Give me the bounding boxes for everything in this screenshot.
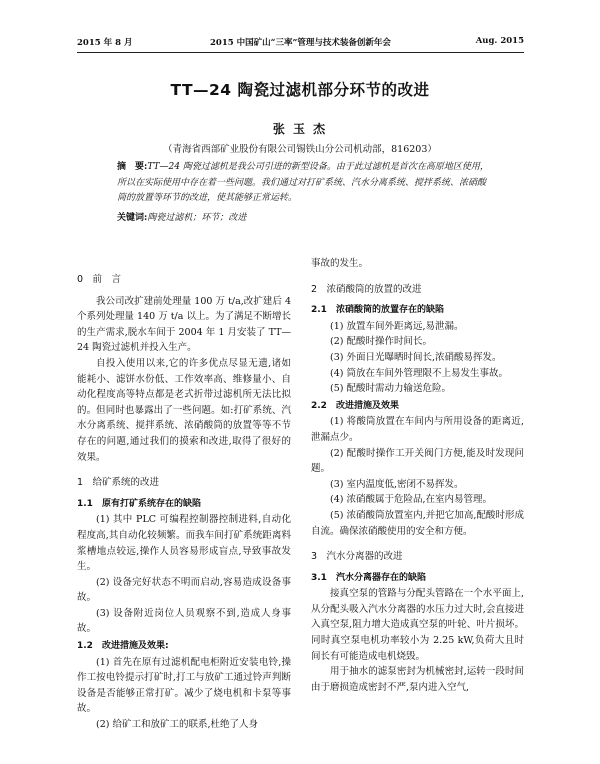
list-item: (2) 配酸时操作时间长。 (330, 336, 432, 348)
subsection-heading: 1.1 原有打矿系统存在的缺陷 (77, 498, 201, 509)
keywords-text: 陶瓷过滤机；环节；改进 (147, 213, 247, 223)
subsection-heading: 3.1 汽水分离器存在的缺陷 (311, 572, 426, 583)
list-item: (3) 室内温度低,密闭不易挥发。 (330, 478, 464, 490)
paragraph: 自投入使用以来,它的许多优点尽显无遗,诸如能耗小、滤饼水份低、工作效率高、维修量小、自动化程度高等特点都是老式折带过滤机所无法比拟的。但同时也暴露出了一些问题。如:打矿系统、汽水分离系统、搅拌系统、浓硝酸筒的放置等等不节存在的问题,通过我们的摸索和改进,取得了很好的效果。 (77, 357, 291, 463)
keywords (117, 210, 493, 223)
list-item: (5) 配酸时需动力输送危险。 (330, 383, 451, 395)
header-date: 2015 年 8 月 (77, 38, 133, 48)
list-item: (2) 给矿工和放矿工的联系,杜绝了人身 (96, 719, 258, 731)
subsection-heading: 2.2 改进措施及效果 (311, 400, 399, 411)
left-column (77, 262, 291, 733)
affiliation: （青海省西部矿业股份有限公司锡铁山分公司机动部，816203） (163, 144, 437, 155)
header-conference: 2015 中国矿山“三率”管理与技术装备创新年会 (210, 38, 391, 48)
list-item: (1) 其中 PLC 可编程控制器控制进料,自动化程度高,其自动化较频繁。而我车间打矿系统距离料浆槽地点较远,操作人员容易形成盲点,导致事故发生。 (77, 514, 291, 573)
section-heading: 2 浓硝酸筒的放置的改进 (311, 283, 422, 295)
section-heading: 0 前 言 (77, 274, 122, 285)
abstract-label: 摘 要: (117, 162, 148, 172)
header-date-en: Aug. 2015 (475, 36, 524, 46)
section-heading: 3 汽水分离器的改进 (311, 551, 403, 563)
paper-title: TT—24 陶瓷过滤机部分环节的改进 (170, 81, 430, 99)
paragraph: 用于抽水的滤泵密封为机械密封,运转一段时间由于磨损造成密封不严,泵内进入空气, (311, 666, 524, 693)
subsection-heading: 2.1 浓硝酸筒的放置存在的缺陷 (311, 305, 444, 316)
list-item: (2) 配酸时操作工开关阀门方便,能及时发现问题。 (311, 447, 524, 475)
list-item: (4) 浓硝酸属于危险品,在室内易管理。 (330, 494, 492, 506)
subsection-heading: 1.2 改进措施及效果: (77, 641, 169, 652)
list-item: (1) 放置车间外距离远,易泄漏。 (330, 320, 464, 332)
list-item: (1) 首先在原有过滤机配电柜附近安装电铃,操作工按电铃提示打矿时,打工与放矿工通过铃声判断设备是否能够正常打矿。减少了烧电机和卡泵等事故。 (77, 656, 291, 715)
abstract-text: TT—24 陶瓷过滤机是我公司引进的新型设备。由于此过滤机是首次在高原地区使用，所以在实际使用中存在着一些问题。我们通过对打矿系统、汽水分离系统、搅拌系统、浓硝酸筒的放置等环节的改进，使其能够正常运转。 (117, 162, 489, 203)
paragraph: 接真空泵的管路与分配头管路在一个水平面上,从分配头吸入汽水分离器的水压力过大时,会直接进入真空泵,阻力增大造成真空泵的叶轮、叶片损坏。同时真空泵电机功率较小为 2.25 kW,负荷大且时间长有可能造成电机烧毁。 (311, 588, 524, 662)
keywords-label: 关键词: (117, 213, 148, 223)
section-heading: 1 给矿系统的改进 (77, 477, 160, 489)
list-item: (5) 浓硝酸筒放置室内,并把它加高,配酸时形成自流。确保浓硝酸使用的安全和方便。 (311, 509, 524, 537)
paragraph: 我公司改扩建前处理量 100 万 t/a,改扩建后 4 个系列处理量 140 万 t/a 以上。为了满足不断增长的生产需求,脱水车间于 2004 年 1 月安装了 TT—24 陶瓷过滤机并投入生产。 (77, 295, 291, 354)
paragraph: 事故的发生。 (311, 258, 369, 269)
right-column (311, 256, 524, 695)
list-item: (4) 筒放在车间外管理限不上易发生事故。 (330, 367, 508, 379)
abstract (117, 160, 493, 207)
list-item: (3) 外面日光曝晒时间长,浓硝酸易挥发。 (330, 351, 502, 363)
author: 张 玉 杰 (272, 122, 328, 136)
list-item: (2) 设备完好状态不明而启动,容易造成设备事故。 (77, 576, 291, 604)
header-rule (77, 52, 524, 53)
list-item: (1) 将酸筒放置在车间内与所用设备的距离近,泄漏点少。 (311, 416, 524, 443)
list-item: (3) 设备附近岗位人员观察不到,造成人身事故。 (77, 607, 291, 635)
